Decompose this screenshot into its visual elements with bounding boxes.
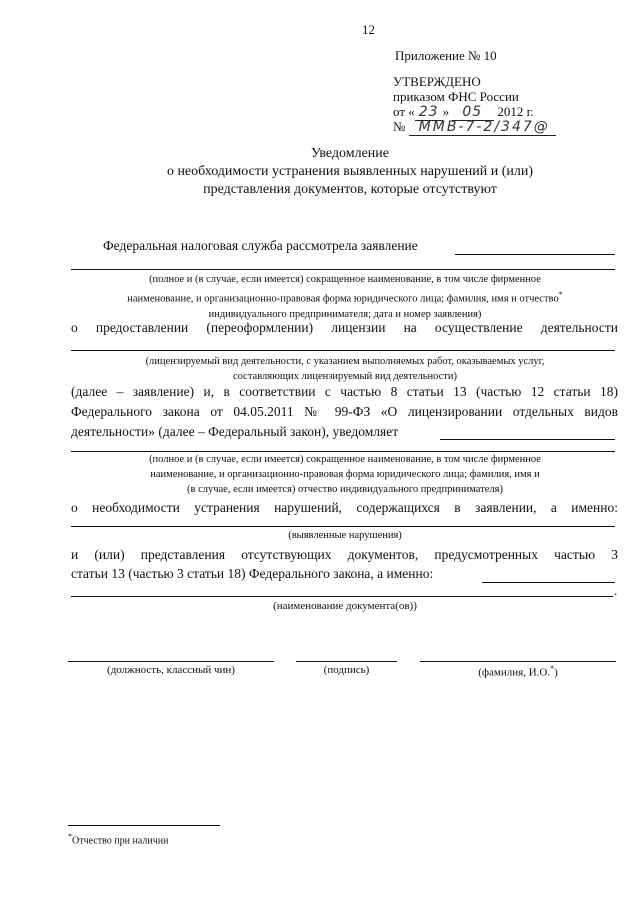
footnote-mark: * (558, 290, 563, 299)
caption-line: индивидуального предпринимателя; дата и номер заявления) (208, 308, 482, 320)
footnote-divider (68, 825, 220, 826)
caption-line: наименование, и организационно-правовая форма юридического лица; фамилия, имя и (150, 469, 540, 480)
handwritten-day: 23 (415, 104, 443, 121)
caption-line (70, 287, 620, 307)
approved-label: УТВЕРЖДЕНО (393, 74, 481, 89)
handwritten-number: ММВ-7-2/347@ (409, 119, 556, 136)
caption-text: наименование, и организационно-правовая форма юридического лица; фамилия, имя и отчество (127, 293, 559, 305)
page-number: 12 (362, 22, 375, 37)
number-prefix: № (393, 119, 406, 134)
caption-line: (лицензируемый вид деятельности, с указанием выполняемых работ, оказываемых услуг, (145, 356, 545, 367)
caption-text: (фамилия, И.О. (478, 666, 551, 679)
footnote-mark: * (550, 664, 555, 673)
paragraph-law-reference-2: Федерального закона от 04.05.2011 № 99-ФЗ «О лицензировании отдельных видов (71, 404, 618, 419)
signature-sign-caption: (подпись) (323, 664, 370, 676)
paragraph-fns-reviewed: Федеральная налоговая служба рассмотрела заявление (103, 238, 418, 253)
signature-name-caption (420, 664, 616, 679)
doc-title: Уведомление (310, 146, 389, 161)
signature-position-line (68, 661, 274, 662)
caption-documents: (наименование документа(ов)) (273, 600, 417, 612)
appendix-label: Приложение № 10 (395, 48, 497, 63)
doc-subtitle-2: представления документов, которые отсутствуют (203, 182, 497, 197)
caption-line: (полное и (в случае, если имеется) сокращенное наименование, в том числе фирменное (149, 274, 541, 285)
date-prefix: от « (393, 104, 415, 119)
paragraph-missing-docs-2: статьи 13 (частью 3 статьи 18) Федерального закона, а именно: (71, 566, 434, 581)
caption-violations: (выявленные нарушения) (288, 530, 402, 541)
footnote (68, 832, 168, 846)
signature-position-caption: (должность, классный чин) (107, 664, 235, 676)
blank-line (440, 439, 615, 440)
footnote-mark: * (68, 832, 72, 841)
caption-close: ) (554, 666, 558, 679)
caption-licensing-authority (70, 452, 620, 497)
caption-activity (70, 354, 620, 384)
date-mid: » (442, 104, 450, 119)
caption-line: (полное и (в случае, если имеется) сокращенное наименование, в том числе фирменное (149, 454, 541, 465)
paragraph-law-reference-3: деятельности» (далее – Федеральный закон), уведомляет (71, 424, 399, 439)
signature-sign-line (296, 661, 397, 662)
order-label: приказом ФНС России (393, 89, 519, 104)
blank-line (71, 350, 615, 351)
footnote-text: Отчество при наличии (72, 835, 169, 847)
paragraph-violations: о необходимости устранения нарушений, содержащихся в заявлении, а именно: (71, 500, 618, 515)
paragraph-law-reference-1: (далее – заявление) и, в соответствии с частью 8 статьи 13 (частью 12 статьи 18) (71, 384, 618, 399)
paragraph-missing-docs-1: и (или) представления отсутствующих документов, предусмотренных частью 3 (71, 547, 618, 562)
order-number-line (393, 119, 556, 135)
date-year: 2012 г. (497, 104, 534, 119)
blank-line (71, 526, 615, 527)
doc-subtitle-1: о необходимости устранения выявленных нарушений и (или) (166, 164, 534, 179)
caption-line: составляющих лицензируемый вид деятельности) (232, 371, 458, 382)
order-date-line (393, 104, 534, 120)
signature-name-line (420, 661, 616, 662)
blank-line (455, 254, 615, 255)
blank-line (482, 582, 615, 583)
sentence-end-period: . (614, 583, 618, 598)
caption-applicant (70, 272, 620, 322)
blank-line (71, 596, 613, 597)
paragraph-license-request: о предоставлении (переоформлении) лицензии на осуществление деятельности (71, 320, 618, 335)
blank-line (71, 269, 615, 270)
caption-line: (в случае, если имеется) отчество индивидуального предпринимателя) (186, 484, 503, 495)
handwritten-month: 05 (452, 104, 494, 121)
